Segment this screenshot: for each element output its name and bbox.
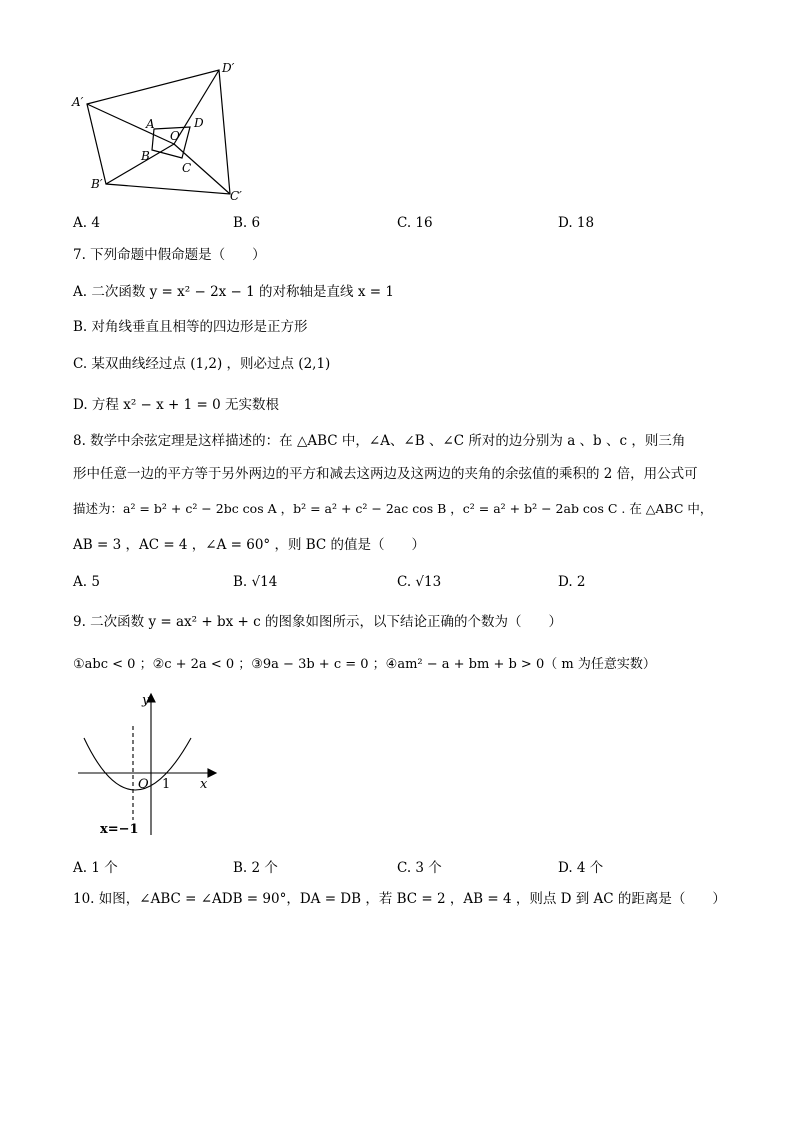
- q7-option-d: D. 方程 x² − x + 1 = 0 无实数根: [73, 397, 280, 413]
- label-B-prime: B′: [91, 177, 103, 191]
- label-A-prime: A′: [72, 95, 84, 109]
- label-D: D: [194, 116, 204, 130]
- q6-option-c: C. 16: [397, 215, 433, 231]
- q8-option-c: C. √13: [397, 574, 442, 590]
- x-axis-arrow: [208, 769, 216, 777]
- q6-option-d: D. 18: [558, 215, 595, 231]
- tick-one-label: 1: [162, 777, 171, 792]
- line-OB-prime: [106, 144, 174, 184]
- x-axis-label: x: [200, 777, 208, 792]
- q8-option-a: A. 5: [73, 574, 100, 590]
- line-OD-prime: [174, 70, 219, 144]
- label-O: O: [170, 129, 180, 143]
- q7-option-a: A. 二次函数 y = x² − 2x − 1 的对称轴是直线 x = 1: [73, 284, 394, 300]
- q9-option-c: C. 3 个: [397, 860, 442, 876]
- label-C-prime: C′: [230, 189, 242, 200]
- line-OA-prime: [87, 104, 174, 144]
- q8-line-4: AB = 3 ，AC = 4 ，∠A = 60° ，则 BC 的值是（ ）: [73, 537, 426, 553]
- q8-line-2: 形中任意一边的平方等于另外两边的平方和减去这两边及这两边的夹角的余弦值的乘积的 2 倍，用公式可: [73, 466, 698, 482]
- q7-option-b: B. 对角线垂直且相等的四边形是正方形: [73, 319, 308, 335]
- q9-option-d: D. 4 个: [558, 860, 604, 876]
- q8-option-d: D. 2: [558, 574, 586, 590]
- y-axis-label: y: [142, 693, 150, 708]
- label-C: C: [182, 161, 192, 175]
- q8-option-b: B. √14: [233, 574, 278, 590]
- origin-label: O: [138, 777, 149, 792]
- q10-stem: 10. 如图，∠ABC = ∠ADB = 90°，DA = DB ，若 BC = 2 ，AB = 4 ，则点 D 到 AC 的距离是（ ）: [73, 891, 726, 907]
- q6-option-b: B. 6: [233, 215, 261, 231]
- q9-stem: 9. 二次函数 y = ax² + bx + c 的图象如图所示，以下结论正确的个数为（ ）: [73, 614, 562, 630]
- q9-conditions: ①abc < 0 ；②c + 2a < 0 ；③9a − 3b + c = 0 ；④am² − a + bm + b > 0（ m 为任意实数）: [73, 657, 656, 672]
- q9-option-a: A. 1 个: [73, 860, 118, 876]
- q9-option-b: B. 2 个: [233, 860, 278, 876]
- q8-line-3: 描述为：a² = b² + c² − 2bc cos A ，b² = a² + c² − 2ac cos B ，c² = a² + b² − 2ab cos C . 在 △ABC 中，: [73, 501, 713, 516]
- q6-option-a: A. 4: [73, 215, 100, 231]
- label-D-prime: D′: [222, 61, 235, 75]
- q7-option-c: C. 某双曲线经过点 (1,2) ，则必过点 (2,1): [73, 356, 331, 372]
- q7-stem: 7. 下列命题中假命题是（ ）: [73, 247, 266, 263]
- q6-figure: [70, 60, 260, 200]
- symmetry-axis-label: x=−1: [100, 822, 139, 837]
- label-A: A: [146, 117, 155, 131]
- label-B: B: [141, 149, 150, 163]
- q9-graph: [70, 690, 220, 840]
- q8-line-1: 8. 数学中余弦定理是这样描述的：在 △ABC 中，∠A、∠B 、∠C 所对的边分别为 a 、b 、c ，则三角: [73, 433, 686, 449]
